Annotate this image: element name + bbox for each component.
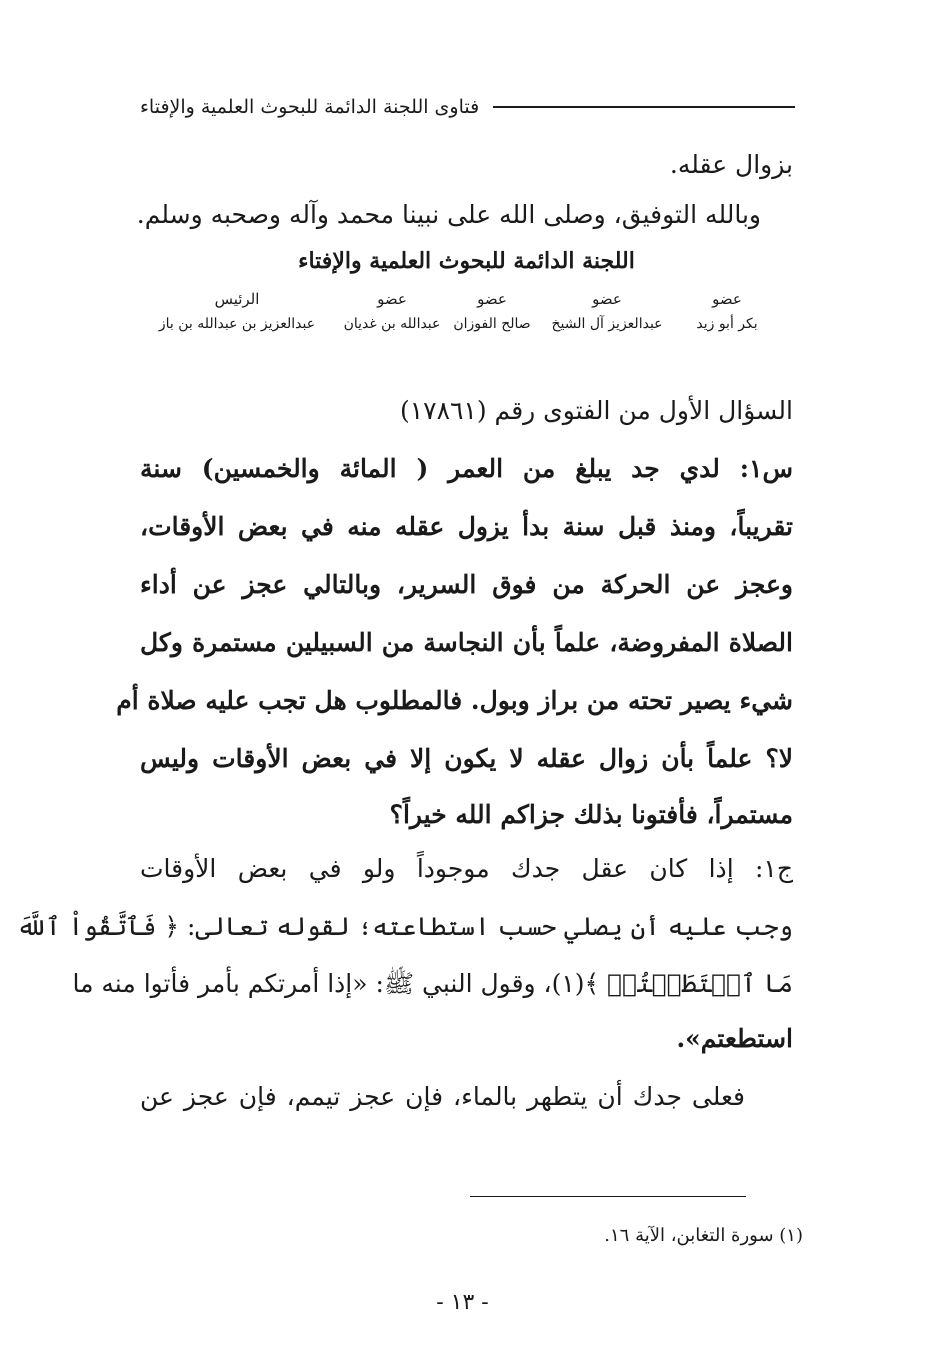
committee-title: اللجنة الدائمة للبحوث العلمية والإفتاء: [298, 248, 635, 274]
member-5: [147, 290, 327, 332]
member-role: عضو: [377, 290, 407, 308]
member-name: بكر أبو زيد: [696, 316, 758, 332]
question-line: وعجز عن الحركة من فوق السرير، وبالتالي عجز عن أداء: [140, 570, 793, 599]
answer-line: ج١: إذا كان عقل جدك موجوداً ولو في بعض الأوقات: [140, 854, 793, 883]
fatwa-heading: السؤال الأول من الفتوى رقم (١٧٨٦١): [399, 396, 793, 425]
answer-line: استطعتم».: [676, 1024, 793, 1053]
committee-members: [150, 290, 787, 350]
member-role: عضو: [592, 290, 622, 308]
intro-line-1: بزوال عقله.: [669, 150, 793, 179]
member-name: صالح الفوزان: [453, 316, 531, 332]
answer-line: وجب عليه أن يصلي حسب استطاعته؛ لقوله تعالى: ﴿ فَٱتَّقُواْ ٱللَّهَ: [16, 912, 793, 941]
running-header: [140, 92, 795, 122]
member-name: عبدالعزيز بن عبدالله بن باز: [158, 316, 316, 332]
intro-line-2: وبالله التوفيق، وصلى الله على نبينا محمد وآله وصحبه وسلم.: [136, 200, 761, 229]
question-line: تقريباً، ومنذ قبل سنة بدأ يزول عقله منه في بعض الأوقات،: [140, 512, 793, 541]
footnote: (١) سورة التغابن، الآية ١٦.: [604, 1225, 803, 1246]
question-line: مستمراً، فأفتونا بذلك جزاكم الله خيراً؟: [389, 800, 793, 829]
member-name: عبدالله بن غديان: [343, 316, 441, 332]
question-line: شيء يصير تحته من براز وبول. فالمطلوب هل تجب عليه صلاة أم: [116, 686, 793, 715]
question-line: لا؟ علماً بأن زوال عقله لا يكون إلا في بعض الأوقات وليس: [140, 744, 793, 773]
page-number: - ١٣ -: [436, 1290, 489, 1315]
member-role: عضو: [712, 290, 742, 308]
footnote-rule: [470, 1196, 746, 1197]
answer-line: مَا ٱسۡتَطَعۡتُمۡ ﴾(١)، وقول النبي ﷺ: «إذا أمرتكم بأمر فأتوا منه ما: [72, 969, 793, 998]
header-rule: [493, 106, 795, 108]
question-line: الصلاة المفروضة، علماً بأن النجاسة من السبيلين مستمرة وكل: [140, 628, 793, 657]
member-name: عبدالعزيز آل الشيخ: [551, 316, 663, 332]
header-title: فتاوى اللجنة الدائمة للبحوث العلمية والإفتاء: [140, 96, 480, 118]
answer-line: فعلى جدك أن يتطهر بالماء، فإن عجز تيمم، فإن عجز عن: [140, 1082, 745, 1111]
member-role: عضو: [477, 290, 507, 308]
member-role: الرئيس: [214, 290, 260, 308]
member-1: [657, 290, 797, 332]
member-4: [322, 290, 462, 332]
question-line: س١: لدي جد يبلغ من العمر ( المائة والخمسين) سنة: [140, 454, 793, 483]
